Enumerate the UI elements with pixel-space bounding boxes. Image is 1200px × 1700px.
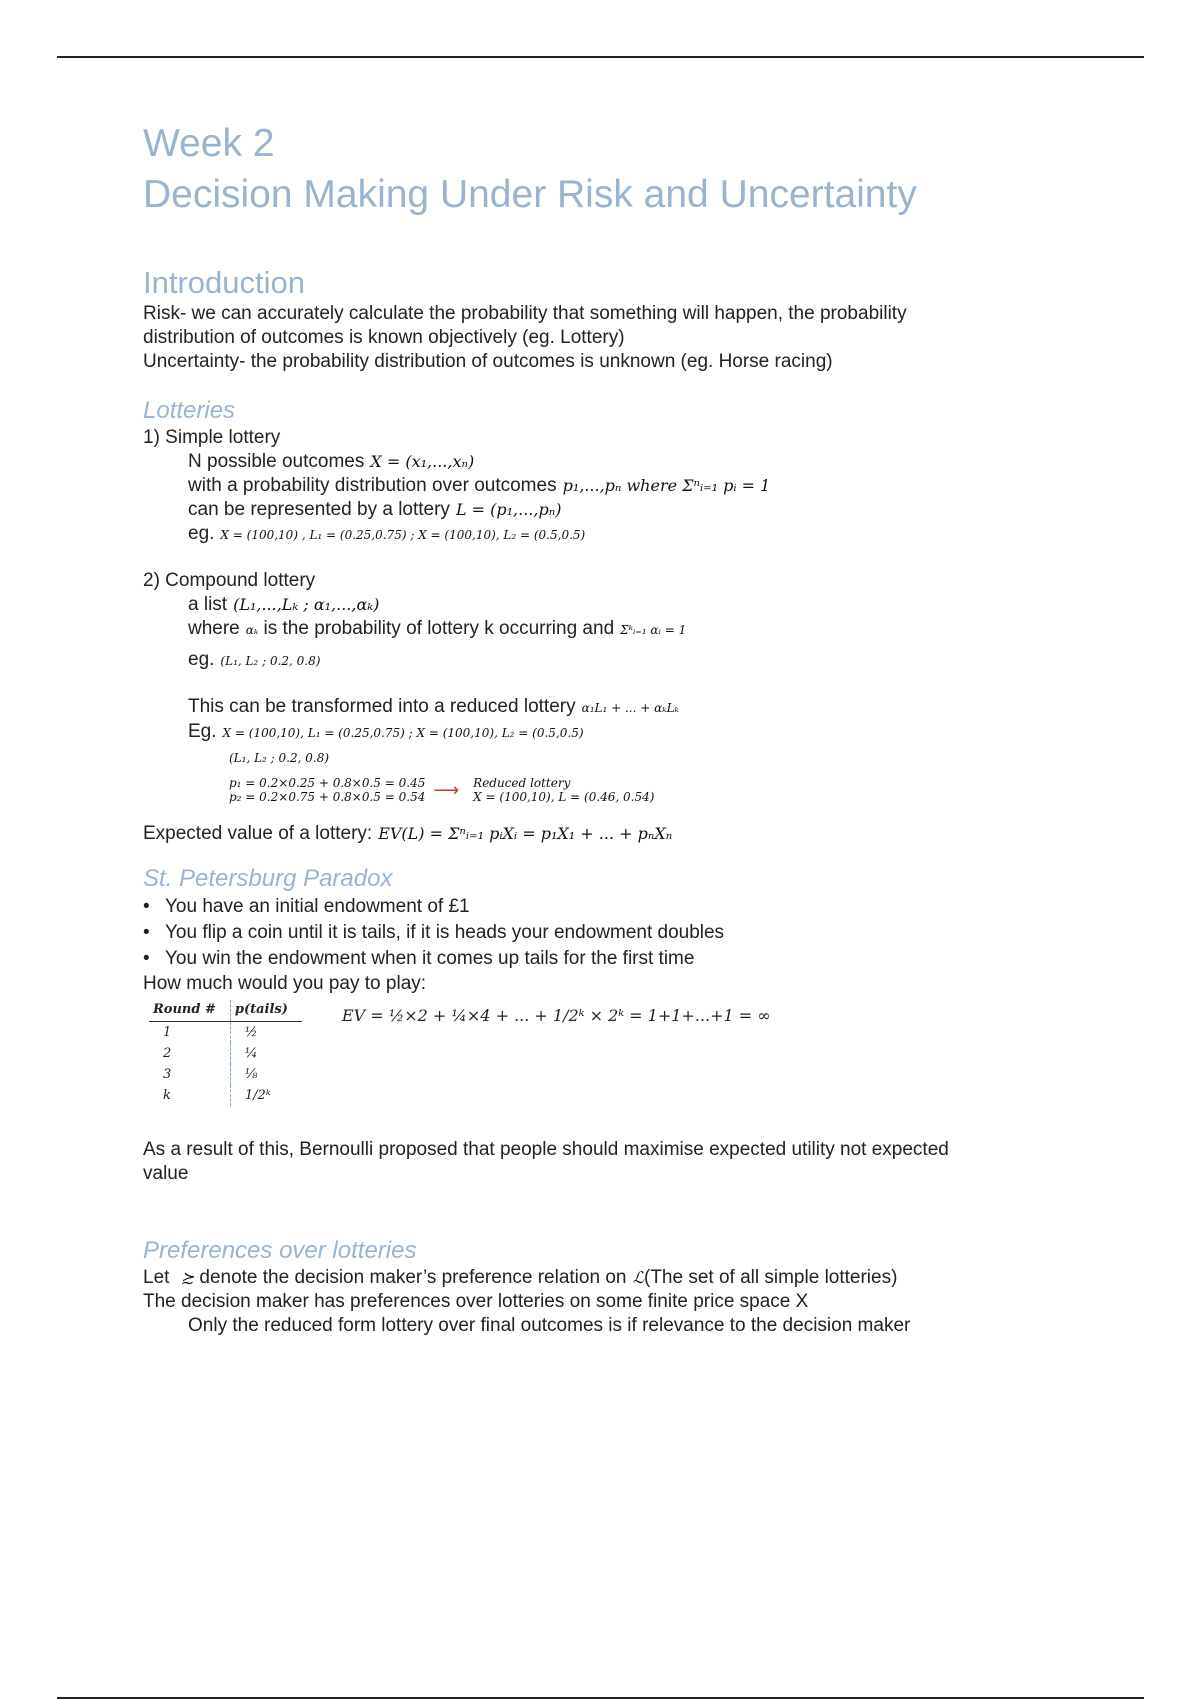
title-week: Week 2 — [143, 122, 275, 165]
simple-lottery-title: 1) Simple lottery — [143, 427, 281, 448]
compound-lottery-where: where αₖ is the probability of lottery k occurring and Σᵏᵢ₌₁ αᵢ = 1 — [188, 618, 687, 639]
calc-p2: p₂ = 0.2×0.75 + 0.8×0.5 = 0.54 — [229, 790, 426, 804]
reduced-note-value: X = (100,10), L = (0.46, 0.54) — [473, 790, 655, 804]
preference-relation-line: Let ≿ denote the decision maker’s preference relation on ℒ(The set of all simple lotteries) — [143, 1267, 898, 1288]
reduced-form-relevance: Only the reduced form lottery over final outcomes is if relevance to the decision maker — [188, 1315, 911, 1336]
handwritten-paradox-ev: EV = ½×2 + ¼×4 + ... + 1/2ᵏ × 2ᵏ = 1+1+...+1 = ∞ — [341, 1006, 771, 1025]
list-item: • You have an initial endowment of £1 — [143, 896, 470, 917]
reduced-calculation — [143, 776, 1083, 804]
risk-definition-line1: Risk- we can accurately calculate the probability that something will happen, the probability — [143, 303, 907, 324]
st-petersburg-heading: St. Petersburg Paradox — [143, 865, 393, 892]
list-item: • You flip a coin until it is tails, if it is heads your endowment doubles — [143, 922, 725, 943]
table-row: k 1/2ᵏ — [149, 1085, 302, 1106]
paradox-table-area — [143, 1000, 1083, 1106]
round-probability-table — [149, 1000, 302, 1106]
document-page — [143, 118, 1083, 1338]
handwritten-compound-example: (L₁, L₂ ; 0.2, 0.8) — [220, 654, 321, 668]
preferences-heading: Preferences over lotteries — [143, 1237, 417, 1264]
table-row: 2 ¼ — [149, 1043, 302, 1064]
arrow-right-icon: ⟶ — [433, 779, 460, 800]
reduced-lottery-example: Eg. X = (100,10), L₁ = (0.25,0.75) ; X = (100,10), L₂ = (0.5,0.5) — [188, 721, 584, 742]
compound-lottery-title: 2) Compound lottery — [143, 570, 316, 591]
handwritten-lottery: L = (p₁,...,pₙ) — [455, 500, 562, 519]
table-row: 3 ⅛ — [149, 1064, 302, 1085]
table-row: 1 ½ — [149, 1022, 302, 1044]
simple-lottery-representation: can be represented by a lottery L = (p₁,...,pₙ) — [188, 499, 562, 520]
handwritten-reduced-compound: (L₁, L₂ ; 0.2, 0.8) — [229, 751, 330, 765]
handwritten-reduced-example: X = (100,10), L₁ = (0.25,0.75) ; X = (100,10), L₂ = (0.5,0.5) — [222, 726, 584, 740]
calc-p1: p₁ = 0.2×0.25 + 0.8×0.5 = 0.45 — [229, 776, 426, 790]
handwritten-reduced: α₁L₁ + ... + αₖLₖ — [581, 701, 679, 715]
preference-price-space: The decision maker has preferences over lotteries on some finite price space X — [143, 1291, 809, 1312]
table-header-round: Round # — [149, 1000, 230, 1022]
pay-question: How much would you pay to play: — [143, 973, 427, 994]
table-header-ptails: p(tails) — [230, 1000, 302, 1022]
handwritten-list: (L₁,...,Lₖ ; α₁,...,αₖ) — [233, 595, 380, 614]
bernoulli-conclusion-line1: As a result of this, Bernoulli proposed that people should maximise expected utility not expected — [143, 1139, 949, 1160]
handwritten-alpha-sum: Σᵏᵢ₌₁ αᵢ = 1 — [620, 623, 687, 637]
top-rule — [57, 56, 1144, 58]
handwritten-example: X = (100,10) , L₁ = (0.25,0.75) ; X = (100,10), L₂ = (0.5,0.5) — [220, 528, 586, 542]
bernoulli-conclusion-line2: value — [143, 1163, 189, 1184]
reduced-note-title: Reduced lottery — [473, 776, 571, 790]
compound-lottery-example: eg. (L₁, L₂ ; 0.2, 0.8) — [188, 649, 321, 670]
introduction-heading: Introduction — [143, 265, 305, 300]
bottom-rule — [57, 1697, 1144, 1699]
simple-lottery-distribution: with a probability distribution over outcomes p₁,...,pₙ where Σⁿᵢ₌₁ pᵢ = 1 — [188, 475, 771, 496]
list-item: • You win the endowment when it comes up tails for the first time — [143, 948, 695, 969]
reduced-lottery-compound — [143, 745, 1083, 770]
title-topic: Decision Making Under Risk and Uncertainty — [143, 173, 917, 216]
handwritten-alpha: αₖ — [245, 623, 259, 637]
risk-definition-line2: distribution of outcomes is known objectively (eg. Lottery) — [143, 327, 625, 348]
handwritten-probabilities: p₁,...,pₙ where Σⁿᵢ₌₁ pᵢ = 1 — [562, 476, 771, 495]
expected-value-line: Expected value of a lottery: EV(L) = Σⁿᵢ₌₁ pᵢXᵢ = p₁X₁ + ... + pₙXₙ — [143, 823, 673, 844]
reduced-lottery-line: This can be transformed into a reduced lottery α₁L₁ + ... + αₖLₖ — [188, 696, 679, 717]
compound-lottery-list: a list (L₁,...,Lₖ ; α₁,...,αₖ) — [188, 594, 380, 615]
handwritten-ev-formula: EV(L) = Σⁿᵢ₌₁ pᵢXᵢ = p₁X₁ + ... + pₙXₙ — [378, 824, 673, 843]
page-title — [143, 118, 1083, 220]
simple-lottery-outcomes: N possible outcomes X = (x₁,...,xₙ) — [188, 451, 475, 472]
simple-lottery-example: eg. X = (100,10) , L₁ = (0.25,0.75) ; X = (100,10), L₂ = (0.5,0.5) — [188, 523, 586, 544]
handwritten-outcomes: X = (x₁,...,xₙ) — [370, 452, 475, 471]
uncertainty-definition: Uncertainty- the probability distribution of outcomes is unknown (eg. Horse racing) — [143, 351, 833, 372]
lottery-set-symbol: ℒ — [632, 1268, 644, 1287]
preference-symbol: ≿ — [180, 1268, 195, 1287]
lotteries-heading: Lotteries — [143, 397, 236, 424]
